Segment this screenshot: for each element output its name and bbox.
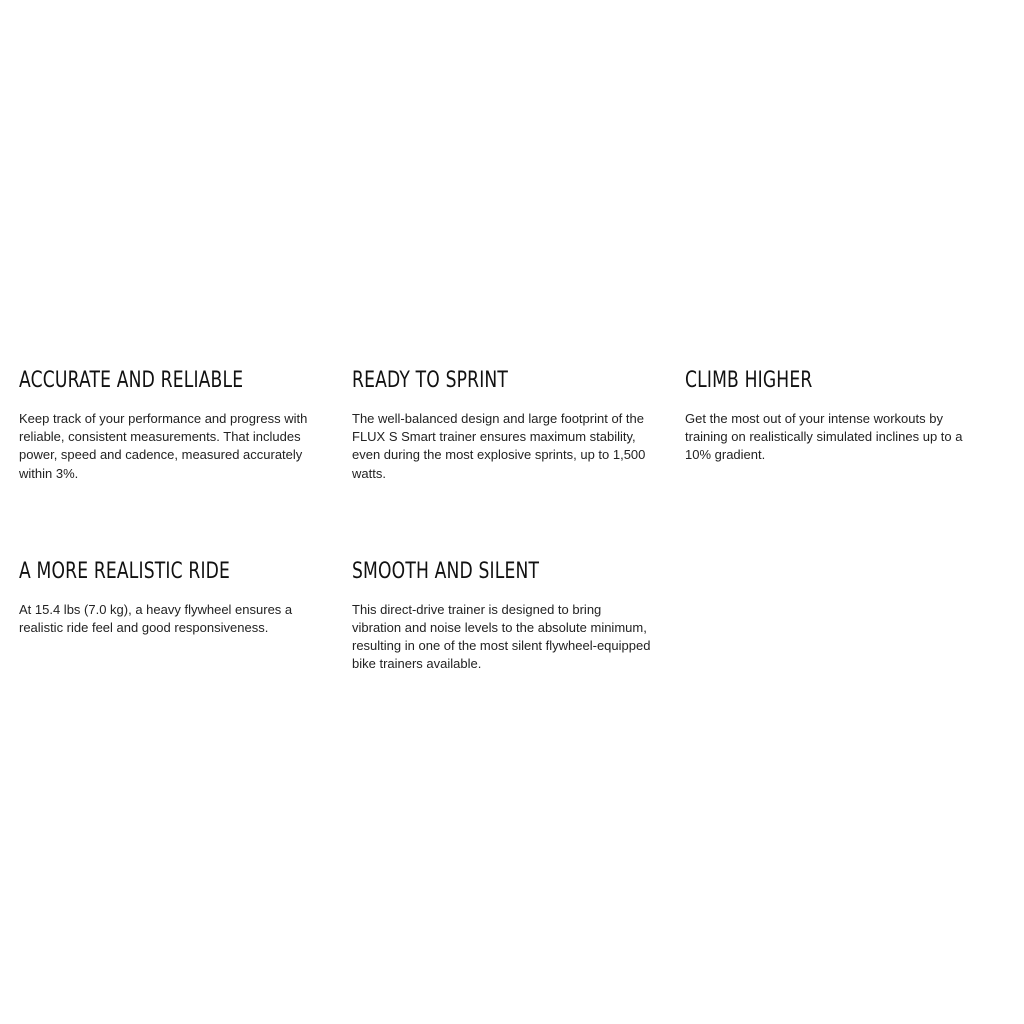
feature-description: The well-balanced design and large footprint of the FLUX S Smart trainer ensures maximum stability, even during the most explosive sprints, up to 1,500 watts. [352,411,646,481]
feature-description: At 15.4 lbs (7.0 kg), a heavy flywheel ensures a realistic ride feel and good responsiveness. [19,601,293,636]
feature-description: Keep track of your performance and progress with reliable, consistent measurements. That includes power, speed and cadence, measured accurately within 3%. [19,411,308,481]
feature-title: READY TO SPRINT [352,368,509,393]
feature-ready-to-sprint [352,366,652,483]
feature-title: A MORE REALISTIC RIDE [19,558,231,584]
feature-title: CLIMB HIGHER [685,368,813,393]
feature-grid [19,366,1009,674]
feature-climb-higher [685,366,985,483]
feature-description: Get the most out of your intense workouts by training on realistically simulated inclines up to a 10% gradient. [685,411,963,463]
feature-title: ACCURATE AND RELIABLE [19,368,244,393]
feature-description: This direct-drive trainer is designed to bring vibration and noise levels to the absolute minimum, resulting in one of the most silent flywheel-equipped bike trainers available. [352,601,651,672]
feature-title: SMOOTH AND SILENT [352,558,540,584]
feature-smooth-and-silent [352,557,652,674]
feature-a-more-realistic-ride [19,557,319,674]
feature-accurate-and-reliable [19,366,319,483]
